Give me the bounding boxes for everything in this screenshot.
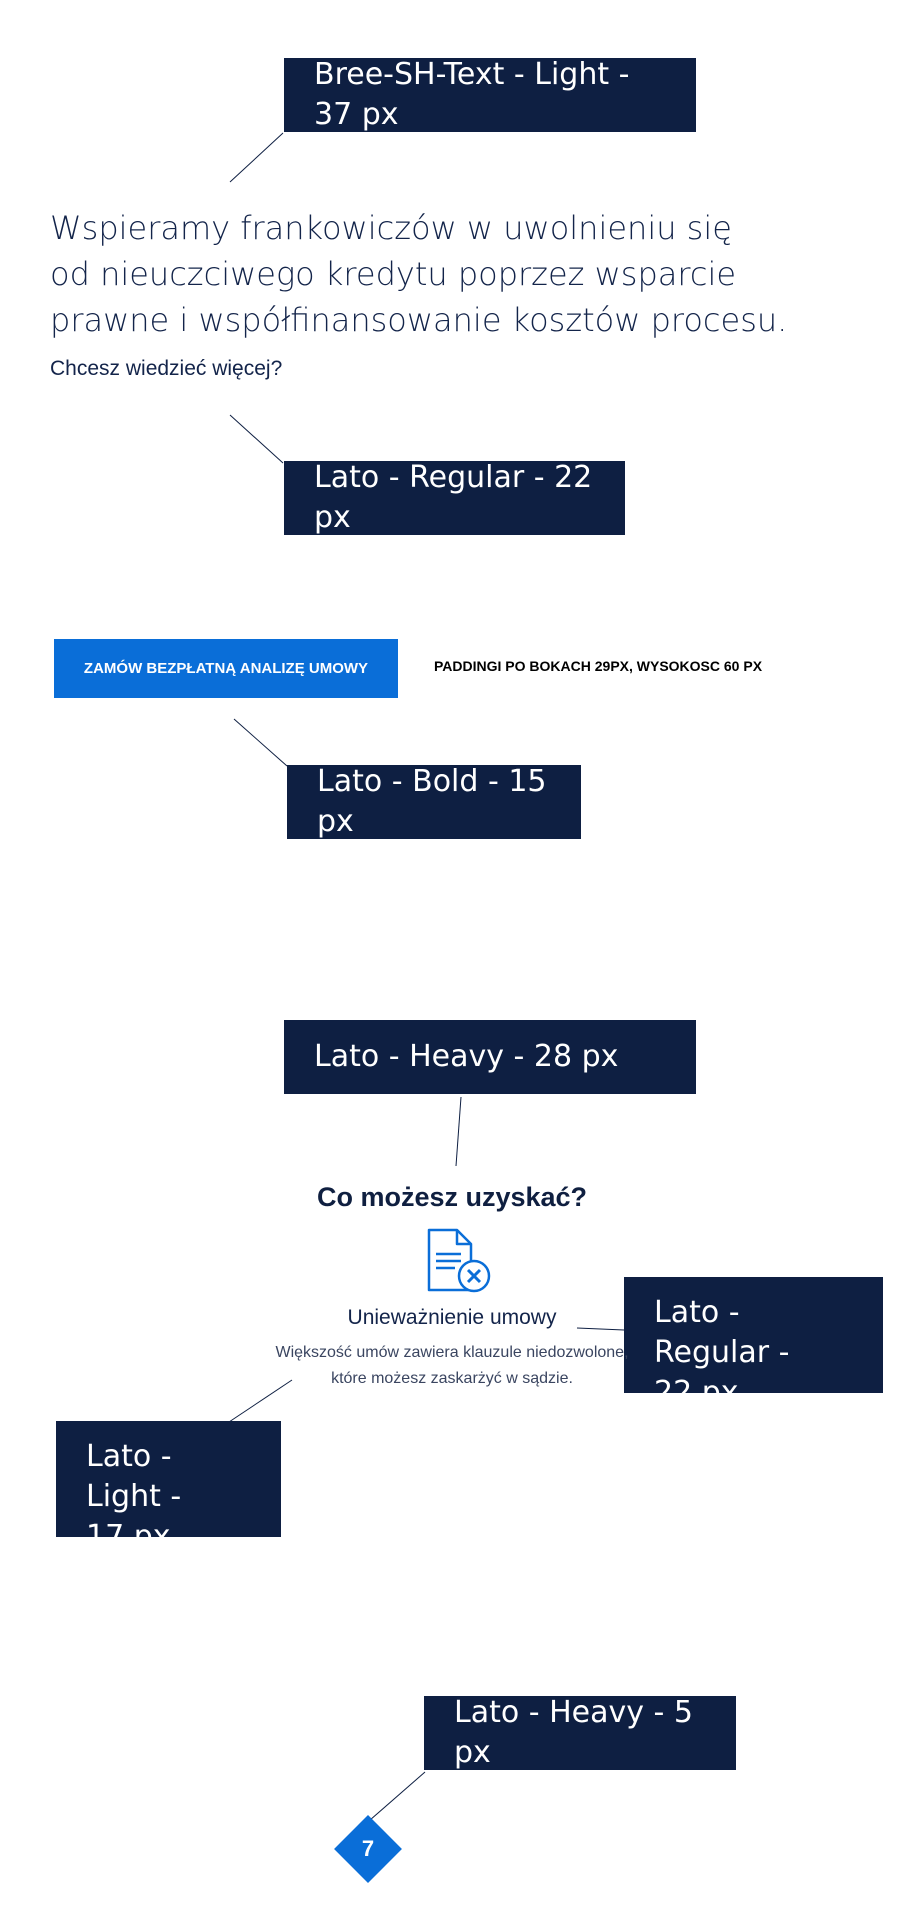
hero-subline[interactable]: Chcesz wiedzieć więcej? — [50, 357, 283, 380]
hero-headline: Wspieramy frankowiczów w uwolnieniu się od nieuczciwego kredytu poprzez wsparcie prawne i współfinansowanie kosztów procesu. — [50, 209, 788, 339]
font-annotation-lato-regular: Lato - Regular - 22 px — [284, 461, 625, 535]
card-description: Większość umów zawiera klauzule niedozwolone, które możesz zaskarżyć w sądzie. — [275, 1344, 629, 1387]
font-annotation-lato-regular-card: Lato - Regular - 22 px — [624, 1277, 883, 1393]
font-annotation-lato-light: Lato - Light - 17 px — [56, 1421, 281, 1537]
section-title: Co możesz uzyskać? — [316, 1182, 588, 1212]
font-annotation-lato-bold: Lato - Bold - 15 px — [287, 765, 581, 839]
font-annotation-lato-heavy-5: Lato - Heavy - 5 px — [424, 1696, 736, 1770]
card-title: Unieważnienie umowy — [347, 1306, 557, 1329]
number-badge-label[interactable]: 7 — [361, 1836, 375, 1861]
font-annotation-bree: Bree-SH-Text - Light - 37 px — [284, 58, 696, 132]
order-analysis-button[interactable]: ZAMÓW BEZPŁATNĄ ANALIZĘ UMOWY — [54, 639, 398, 698]
padding-note: PADDINGI PO BOKACH 29PX, WYSOKOSC 60 PX — [434, 658, 763, 674]
document-cancel-icon — [425, 1228, 495, 1296]
font-annotation-lato-heavy-28: Lato - Heavy - 28 px — [284, 1020, 696, 1094]
